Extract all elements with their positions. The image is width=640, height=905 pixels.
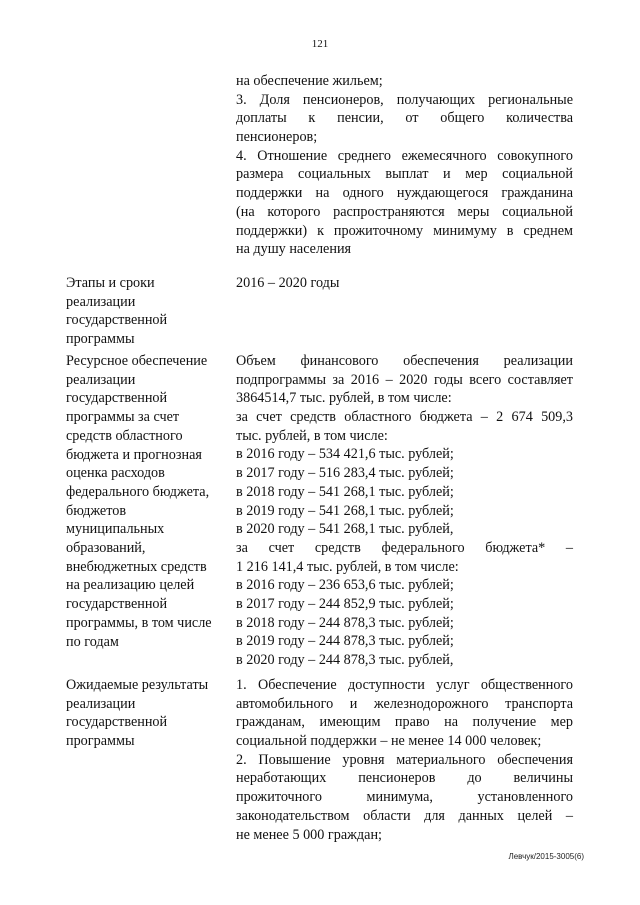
- row-label-line: Ресурсное обеспечение: [66, 353, 208, 369]
- text-line: за счет средств федерального бюджета* –: [236, 539, 573, 556]
- row-label-line: государственной: [66, 390, 168, 407]
- text-line: гражданам, имеющим право на получение мер: [236, 714, 573, 731]
- row-label-line: реализации: [66, 371, 136, 388]
- text-line: поддержки) к прожиточному минимуму в среднем: [236, 222, 573, 239]
- row-label-line: реализации: [66, 695, 136, 712]
- text-line: неработающих пенсионеров до величины: [236, 770, 573, 787]
- page-number: 121: [311, 38, 329, 50]
- text-line: в 2018 году – 244 878,3 тыс. рублей;: [236, 614, 454, 631]
- text-line: 1 216 141,4 тыс. рублей, в том числе:: [236, 558, 459, 575]
- text-line: Объем финансового обеспечения реализации: [236, 353, 573, 369]
- row-label-line: средств областного: [66, 427, 183, 444]
- text-line: 3864514,7 тыс. рублей, в том числе:: [236, 390, 452, 407]
- text-line: в 2016 году – 534 421,6 тыс. рублей;: [236, 446, 454, 463]
- text-line: пенсионеров;: [236, 129, 318, 146]
- text-line: 4. Отношение среднего ежемесячного совокупного: [236, 147, 573, 164]
- text-line: 3. Доля пенсионеров, получающих региональные: [236, 91, 573, 108]
- text-line: тыс. рублей, в том числе:: [236, 427, 388, 444]
- text-line: в 2020 году – 541 268,1 тыс. рублей,: [236, 521, 454, 538]
- text-line: доплаты к пенсии, от общего количества: [236, 110, 573, 127]
- row-label-line: оценка расходов: [66, 465, 165, 482]
- text-line: поддержки на одного нуждающегося гражданина: [236, 185, 573, 202]
- row-label-line: программы: [66, 331, 135, 348]
- row-label: [66, 274, 231, 349]
- row-label-line: внебюджетных средств: [66, 558, 207, 575]
- text-line: социальной поддержки – не менее 14 000 человек;: [236, 733, 542, 750]
- text-line: (на которого распространяются меры социальной: [236, 203, 573, 220]
- text-line: 2016 – 2020 годы: [236, 275, 340, 291]
- row-content: [236, 676, 573, 844]
- document-code: Левчук/2015-3005(6): [508, 852, 584, 861]
- text-line: в 2019 году – 244 878,3 тыс. рублей;: [236, 633, 454, 650]
- text-line: подпрограммы за 2016 – 2020 годы всего составляет: [236, 371, 573, 388]
- row-label-line: программы, в том числе: [66, 614, 212, 631]
- text-line: в 2017 году – 516 283,4 тыс. рублей;: [236, 465, 454, 482]
- text-line: на обеспечение жильем;: [236, 73, 383, 89]
- text-line: прожиточного минимума, установленного: [236, 789, 573, 806]
- text-line: в 2019 году – 541 268,1 тыс. рублей;: [236, 502, 454, 519]
- row-label-line: по годам: [66, 633, 119, 650]
- row-label: [66, 352, 231, 651]
- row-label-line: государственной: [66, 714, 168, 731]
- row-label-line: государственной: [66, 312, 168, 329]
- text-line: в 2017 году – 244 852,9 тыс. рублей;: [236, 595, 454, 612]
- row-label-line: Ожидаемые результаты: [66, 677, 209, 693]
- row-label-line: бюджетов: [66, 502, 127, 519]
- text-line: 2. Повышение уровня материального обеспечения: [236, 751, 573, 768]
- row-label-line: бюджета и прогнозная: [66, 446, 202, 463]
- row-label-line: на реализацию целей: [66, 577, 195, 594]
- text-line: законодательством области для данных целей –: [236, 807, 573, 824]
- row-label-line: государственной: [66, 596, 168, 613]
- row-content: [236, 352, 573, 670]
- row-label-line: Этапы и сроки: [66, 275, 155, 291]
- text-line: не менее 5 000 граждан;: [236, 826, 382, 843]
- continued-text-block: [236, 72, 573, 259]
- row-label-line: федерального бюджета,: [66, 483, 210, 500]
- row-label-line: реализации: [66, 293, 136, 310]
- text-line: в 2016 году – 236 653,6 тыс. рублей;: [236, 577, 454, 594]
- row-content: [236, 274, 573, 293]
- text-line: автомобильного и железнодорожного транспорта: [236, 695, 573, 712]
- text-line: размера социальных выплат и мер социальной: [236, 166, 573, 183]
- row-label-line: образований,: [66, 540, 146, 557]
- row-label-line: программы за счет: [66, 409, 180, 426]
- text-line: за счет средств областного бюджета – 2 674 509,3: [236, 409, 573, 426]
- text-line: 1. Обеспечение доступности услуг общественного: [236, 677, 573, 693]
- text-line: на душу населения: [236, 241, 352, 258]
- text-line: в 2020 году – 244 878,3 тыс. рублей,: [236, 652, 454, 668]
- row-label-line: программы: [66, 733, 135, 750]
- row-label: [66, 676, 231, 751]
- row-label-line: муниципальных: [66, 521, 165, 538]
- text-line: в 2018 году – 541 268,1 тыс. рублей;: [236, 483, 454, 500]
